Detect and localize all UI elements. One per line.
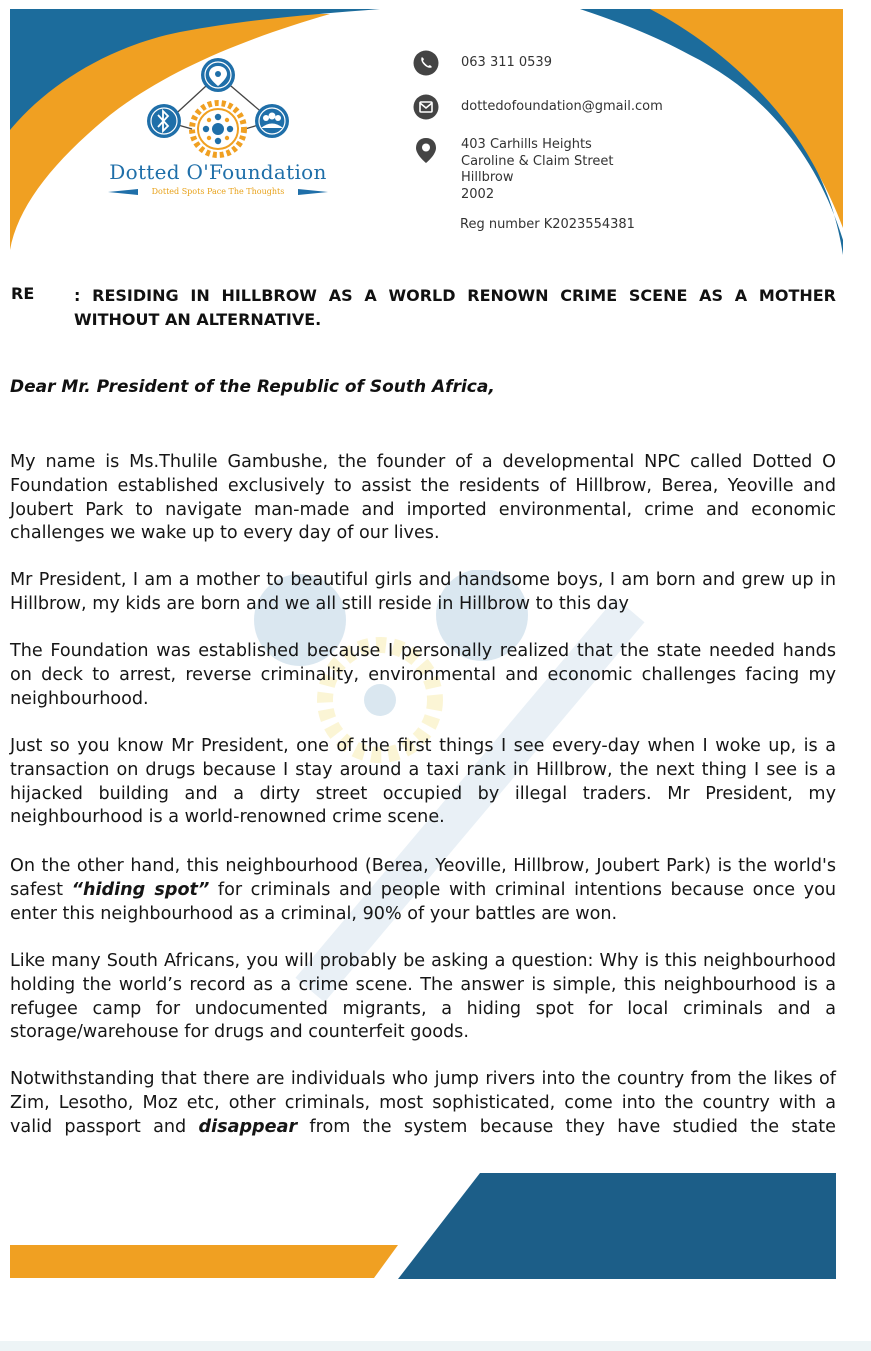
group-icon bbox=[255, 104, 289, 138]
paragraph-6: Like many South Africans, you will probably be asking a question: Why is this neighbourhood holding the world’s record as a crime scene. The answer is simple, this neighbourhood is a refugee camp for undocumented migrants, a hiding spot for local criminals and a storage/warehouse for drugs and counterfeit goods. bbox=[10, 951, 836, 1043]
bluetooth-icon bbox=[147, 104, 181, 138]
paragraph-3: The Foundation was established because I personally realized that the state needed hands on deck to arrest, reverse criminality, environmental and economic challenges facing my neighbourhood. bbox=[10, 641, 836, 709]
subject-label: RE bbox=[11, 284, 35, 303]
location-pin-icon bbox=[201, 58, 235, 92]
paragraph-2: Mr President, I am a mother to beautiful girls and handsome boys, I am born and grew up in Hillbrow, my kids are born and we all still reside in Hillbrow to this day bbox=[10, 570, 836, 614]
footer-orange-band bbox=[10, 1245, 398, 1278]
page-bottom-edge bbox=[0, 1341, 871, 1351]
paragraph-5-text: On the other hand, this neighbourhood (Berea, Yeoville, Hillbrow, Joubert Park) is the world's safest bbox=[10, 856, 836, 900]
paragraph-5-text-end: for criminals and people with criminal intentions because once you enter this neighbourhood as a criminal, 90% of your battles are won. bbox=[10, 879, 836, 924]
subject-line: : RESIDING IN HILLBROW AS A WORLD RENOWN CRIME SCENE AS A MOTHER WITHOUT AN ALTERNATIVE. bbox=[74, 286, 836, 329]
address-line: 2002 bbox=[461, 186, 495, 202]
logo-tagline: Dotted Spots Pace The Thoughts bbox=[151, 187, 285, 196]
footer-blue-band bbox=[398, 1173, 836, 1279]
salutation: Dear Mr. President of the Republic of South Africa, bbox=[10, 377, 495, 397]
paragraph-7 bbox=[10, 1068, 836, 1139]
phone-icon bbox=[413, 50, 439, 76]
dots-gear-icon bbox=[192, 103, 244, 155]
hiding-spot-emphasis: “hiding spot” bbox=[71, 879, 210, 900]
registration-number: Reg number K2023554381 bbox=[460, 217, 635, 232]
address-line: 403 Carhills Heights bbox=[461, 137, 592, 152]
paragraph-5 bbox=[10, 855, 836, 926]
phone-number: 063 311 0539 bbox=[461, 55, 552, 70]
email-icon bbox=[413, 94, 439, 120]
paragraph-7-text-end: from the system because they have studied the state bbox=[297, 1116, 836, 1137]
disappear-emphasis: disappear bbox=[198, 1116, 298, 1137]
location-icon bbox=[415, 137, 441, 163]
paragraph-4: Just so you know Mr President, one of the first things I see every-day when I woke up, is a transaction on drugs because I stay around a taxi rank in Hillbrow, the next thing I see is a hijacked building and a dirty street occupied by illegal traders. Mr President, my neighbourhood is a world-renowned crime scene. bbox=[10, 736, 836, 828]
address-block bbox=[461, 137, 613, 203]
email-address: dottedofoundation@gmail.com bbox=[461, 99, 663, 114]
logo-title: Dotted O'Foundation bbox=[109, 160, 327, 184]
address-line: Hillbrow bbox=[461, 170, 514, 185]
paragraph-7-text: Notwithstanding that there are individuals who jump rivers into the country from the likes of Zim, Lesotho, Moz etc, other criminals, most sophisticated, come into the country with a valid passport and bbox=[10, 1069, 836, 1137]
paragraph-1: My name is Ms.Thulile Gambushe, the founder of a developmental NPC called Dotted O Foundation established exclusively to assist the residents of Hillbrow, Berea, Yeoville and Joubert Park to navigate man-made and imported environmental, crime and economic challenges we wake up to every day of our lives. bbox=[10, 452, 836, 544]
address-line: Caroline & Claim Street bbox=[461, 153, 614, 169]
